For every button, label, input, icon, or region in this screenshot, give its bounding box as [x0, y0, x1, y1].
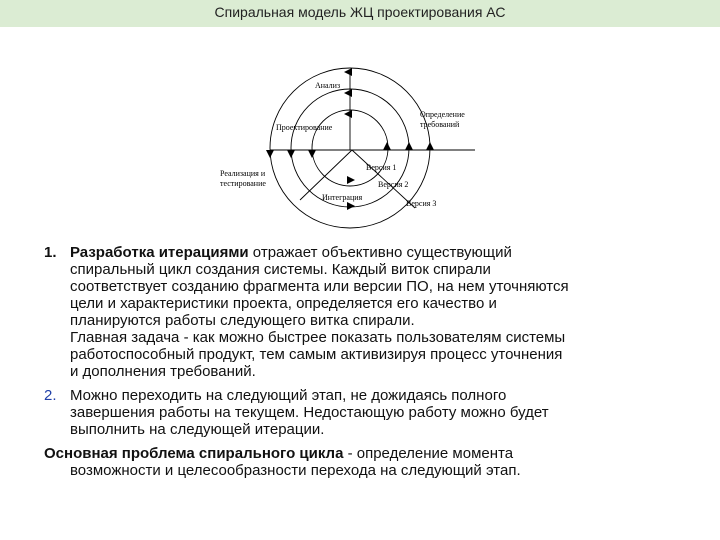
label-integration: Интеграция	[322, 193, 363, 202]
arrow-right-2	[405, 142, 413, 150]
spiral-diagram	[210, 60, 500, 240]
item-1-text	[70, 244, 684, 380]
item-2-line-2: завершения работы на текущем. Недостающую работу можно будет	[70, 404, 549, 421]
slide-title: Спиральная модель ЖЦ проектирования АС	[214, 4, 506, 20]
list-number: 2.	[44, 387, 57, 404]
item-1-line-5: планируются работы следующего витка спирали.	[70, 312, 415, 329]
label-version-3: Версия 3	[406, 199, 437, 208]
body-text	[44, 244, 684, 479]
arrow-bottom-1	[347, 176, 355, 184]
list-item-2	[44, 387, 684, 438]
arrow-left-1	[308, 150, 316, 158]
label-design: Проектирование	[276, 123, 333, 132]
arrow-top-3	[344, 110, 352, 118]
label-version-1: Версия 1	[366, 163, 397, 172]
item-1-line-2: спиральный цикл создания системы. Каждый виток спирали	[70, 261, 491, 278]
item-1-line-3: соответствует созданию фрагмента или версии ПО, на нем уточняются	[70, 278, 569, 295]
item-1-line-4: цели и характеристики проекта, определяется его качество и	[70, 295, 497, 312]
arrow-top-1	[344, 68, 352, 76]
arrow-top-2	[344, 89, 352, 97]
label-requirements-1: Определение	[420, 110, 465, 119]
item-2-line-3: выполнить на следующей итерации.	[70, 421, 325, 438]
item-2-text	[70, 387, 684, 438]
arrow-right-3	[426, 142, 434, 150]
item-1-line-6: Главная задача - как можно быстрее показать пользователям системы	[70, 329, 566, 346]
list-number: 1.	[44, 244, 57, 261]
main-problem-line-1: - определение момента	[343, 445, 514, 462]
main-problem-paragraph	[44, 445, 684, 479]
label-implementation-2: тестирование	[220, 179, 266, 188]
list-item-1	[44, 244, 684, 380]
item-1-line-1: отражает объективно существующий	[248, 244, 512, 261]
main-problem-line-2: возможности и целесообразности перехода на следующий этап.	[70, 462, 521, 479]
item-1-line-8: и дополнения требований.	[70, 363, 256, 380]
item-1-lead: Разработка итерациями	[70, 244, 249, 261]
arrow-left-2	[287, 150, 295, 158]
arrow-left-3	[266, 150, 274, 158]
arrow-right-1	[383, 142, 391, 150]
arrow-bottom-2	[347, 202, 355, 210]
label-requirements-2: требований	[420, 120, 460, 129]
label-implementation-1: Реализация и	[220, 169, 266, 178]
label-version-2: Версия 2	[378, 180, 409, 189]
item-1-line-7: работоспособный продукт, тем самым активизируя процесс уточнения	[70, 346, 563, 363]
main-problem-lead: Основная проблема спирального цикла	[44, 445, 344, 462]
item-2-line-1: Можно переходить на следующий этап, не дожидаясь полного	[70, 387, 507, 404]
label-analysis: Анализ	[315, 81, 341, 90]
